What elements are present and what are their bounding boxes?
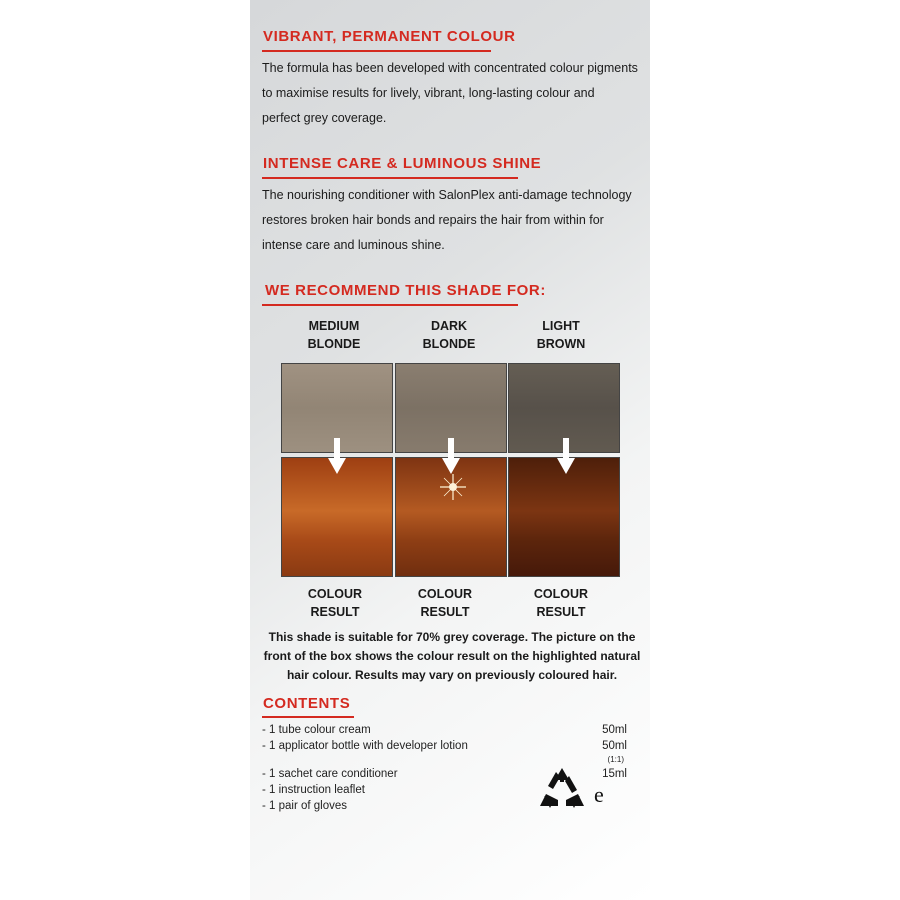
contents-qty: 50ml [602, 740, 627, 752]
estimated-mark: e [594, 782, 604, 807]
arrow-down-icon [555, 438, 577, 478]
care-line-2: restores broken hair bonds and repairs the hair from within for [262, 213, 604, 227]
result-label-2: COLOUR RESULT [417, 587, 473, 619]
product-info-panel [250, 0, 650, 900]
contents-ratio: (1:1) [607, 755, 624, 764]
contents-underline [262, 716, 354, 718]
contents-heading: CONTENTS [263, 695, 351, 712]
care-text [262, 183, 642, 258]
grey-coverage-note: This shade is suitable for 70% grey coverage. The picture on the front of the box shows the colour result on the highlighted natural hair colour. Results may vary on previously coloured hair. [263, 630, 641, 682]
vibrant-line-1: The formula has been developed with concentrated colour pigments [262, 61, 638, 75]
vibrant-line-3: perfect grey coverage. [262, 111, 387, 125]
arrow-down-icon [326, 438, 348, 478]
contents-qty: 15ml [602, 768, 627, 780]
shade-label-dark-blonde: DARK BLONDE [422, 319, 476, 351]
vibrant-heading: VIBRANT, PERMANENT COLOUR [263, 28, 516, 45]
recommend-underline [262, 304, 518, 306]
result-label-1: COLOUR RESULT [307, 587, 363, 619]
contents-item: - 1 tube colour cream [262, 724, 371, 736]
shade-label-light-brown: LIGHT BROWN [536, 319, 586, 351]
vibrant-text [262, 56, 642, 131]
care-line-3: intense care and luminous shine. [262, 238, 445, 252]
contents-item: - 1 instruction leaflet [262, 784, 365, 796]
contents-item: - 1 applicator bottle with developer lotion [262, 740, 468, 752]
contents-item: - 1 pair of gloves [262, 800, 348, 812]
care-underline [262, 177, 518, 179]
care-heading: INTENSE CARE & LUMINOUS SHINE [263, 155, 542, 172]
recycle-icon [536, 766, 588, 814]
recommend-heading: WE RECOMMEND THIS SHADE FOR: [265, 282, 546, 299]
sparkle-icon [438, 472, 468, 502]
shade-label-medium-blonde: MEDIUM BLONDE [307, 319, 361, 351]
result-label-3: COLOUR RESULT [533, 587, 589, 619]
vibrant-underline [262, 50, 491, 52]
vibrant-line-2: to maximise results for lively, vibrant, long-lasting colour and [262, 86, 595, 100]
contents-item: - 1 sachet care conditioner [262, 768, 398, 780]
contents-qty: 50ml [602, 724, 627, 736]
care-line-1: The nourishing conditioner with SalonPlex anti-damage technology [262, 188, 632, 202]
